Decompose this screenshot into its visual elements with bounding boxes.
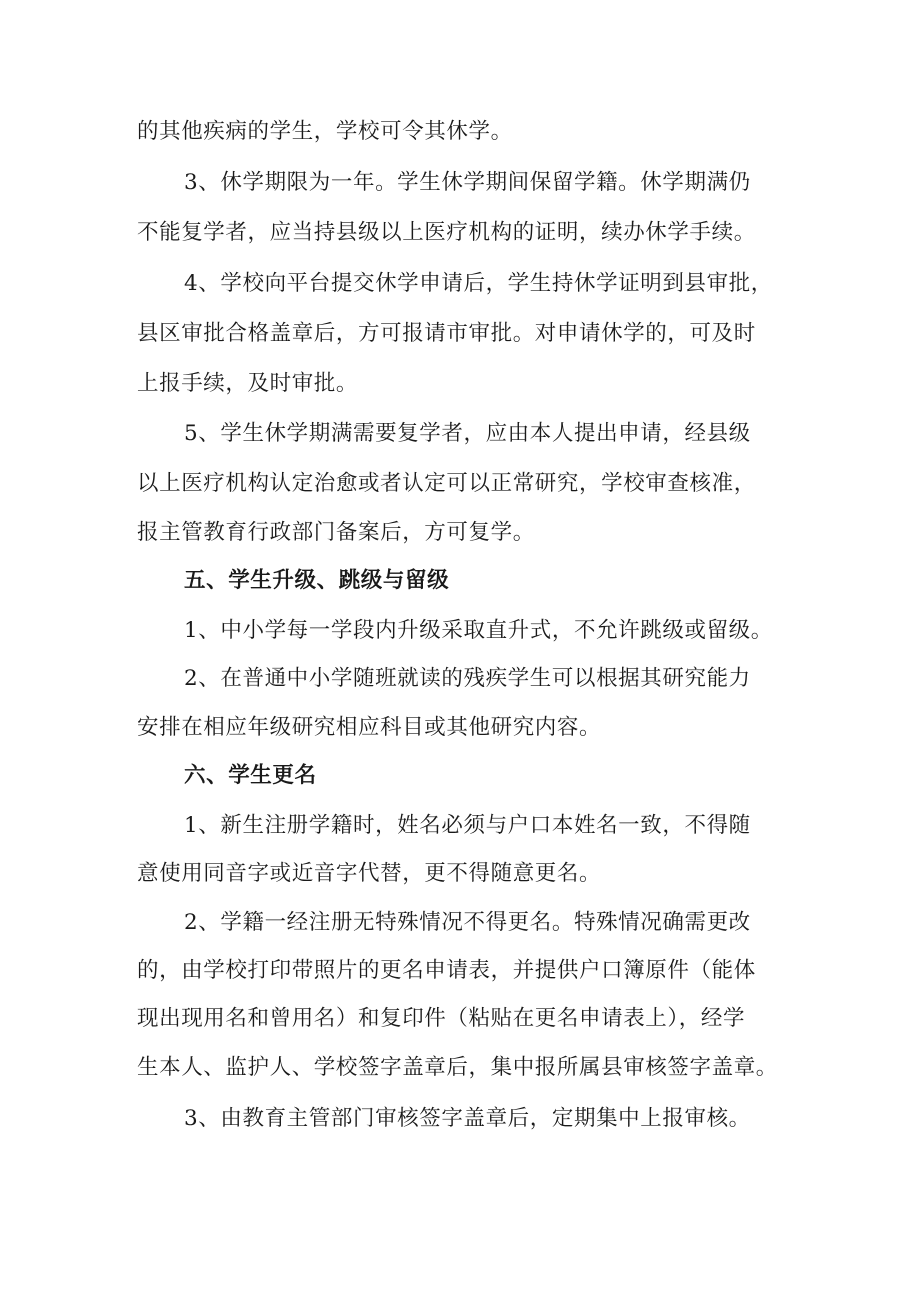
text-line: 3、由教育主管部门审核签字盖章后，定期集中上报审核。 xyxy=(184,1106,751,1131)
text-line: 2、学籍一经注册无特殊情况不得更名。特殊情况确需更改 xyxy=(184,910,751,935)
text-line: 不能复学者，应当持县级以上医疗机构的证明，续办休学手续。 xyxy=(137,220,756,245)
text-line: 意使用同音字或近音字代替，更不得随意更名。 xyxy=(137,861,602,886)
section-heading-5: 五、学生升级、跳级与留级 xyxy=(184,568,450,593)
section-heading-6: 六、学生更名 xyxy=(184,763,317,788)
text-line: 县区审批合格盖章后，方可报请市审批。对申请休学的，可及时 xyxy=(137,321,756,346)
text-line: 5、学生休学期满需要复学者，应由本人提出申请，经县级 xyxy=(184,421,751,446)
text-line: 1、新生注册学籍时，姓名必须与户口本姓名一致，不得随 xyxy=(184,813,751,838)
text-line: 的其他疾病的学生，学校可令其休学。 xyxy=(137,119,513,144)
text-line: 2、在普通中小学随班就读的残疾学生可以根据其研究能力 xyxy=(184,666,751,691)
text-line: 现出现用名和曾用名）和复印件（粘贴在更名申请表上），经学 xyxy=(137,1006,746,1031)
text-line: 以上医疗机构认定治愈或者认定可以正常研究，学校审查核准， xyxy=(137,471,756,496)
text-line: 1、中小学每一学段内升级采取直升式，不允许跳级或留级。 xyxy=(184,618,773,643)
text-line: 的，由学校打印带照片的更名申请表，并提供户口簿原件（能体 xyxy=(137,958,756,983)
text-line: 上报手续，及时审批。 xyxy=(137,371,359,396)
text-line: 报主管教育行政部门备案后，方可复学。 xyxy=(137,520,535,545)
text-line: 生本人、监护人、学校签字盖章后，集中报所属县审核签字盖章。 xyxy=(137,1055,778,1080)
text-line: 3、休学期限为一年。学生休学期间保留学籍。休学期满仍 xyxy=(184,170,751,195)
text-line: 安排在相应年级研究相应科目或其他研究内容。 xyxy=(137,715,602,740)
text-line: 4、学校向平台提交休学申请后，学生持休学证明到县审批， xyxy=(184,271,773,296)
